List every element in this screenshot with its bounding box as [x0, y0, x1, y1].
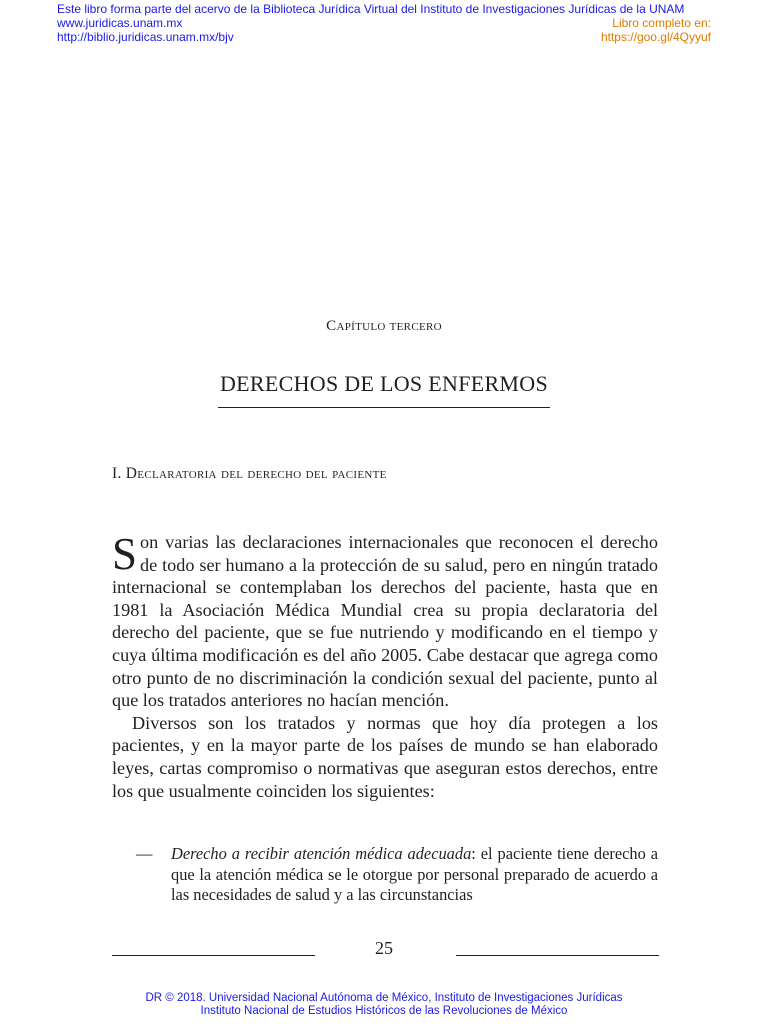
footer-institute: Instituto Nacional de Estudios Históricos de las Revoluciones de México — [200, 1005, 568, 1017]
body-text — [112, 531, 658, 802]
footer-copyright: DR © 2018. Universidad Nacional Autónoma de México, Instituto de Investigaciones Jurídicas — [145, 992, 623, 1004]
paragraph-1 — [112, 531, 658, 712]
section-heading: I. Declaratoria del derecho del paciente — [112, 465, 387, 482]
list-item-text — [171, 844, 658, 906]
title-rule — [218, 407, 550, 408]
page-number: 25 — [375, 938, 393, 958]
header-notice: Este libro forma parte del acervo de la Biblioteca Jurídica Virtual del Instituto de Investigaciones Jurídicas de la UNAM — [57, 2, 685, 16]
complete-book-link[interactable]: https://goo.gl/4Qyyuf — [600, 30, 711, 44]
paragraph-2: Diversos son los tratados y normas que hoy día protegen a los pacientes, y en la mayor parte de los países de mundo se han elaborado leyes, cartas compromiso o normativas que aseguran estos derechos, entre los que usualmente coinciden los siguientes: — [112, 712, 658, 801]
site-url-link[interactable]: www.juridicas.unam.mx — [57, 16, 183, 30]
chapter-label: Capítulo tercero — [326, 318, 442, 334]
list-dash: — — [136, 844, 153, 863]
chapter-title: DERECHOS DE LOS ENFERMOS — [219, 371, 549, 396]
footer-rule-right — [456, 955, 659, 956]
list-item-term: Derecho a recibir atención médica adecuada — [171, 844, 472, 863]
complete-book-label: Libro completo en: — [612, 16, 711, 30]
bjv-url-link[interactable]: http://biblio.juridicas.unam.mx/bjv — [57, 30, 234, 44]
list-item — [136, 844, 658, 906]
paragraph-1-text: on varias las declaraciones internacionales que reconocen el derecho de todo ser humano a la protección de su salud, pero en ningún tratado internacional se contemplaban los derechos del paciente, hasta que en 1981 la Asociación Médica Mundial crea su propia declaratoria del derecho del paciente, que se fue nutriendo y modificando en el tiempo y cuya última modificación es del año 2005. Cabe destacar que agrega como otro punto de no discriminación la condición sexual del paciente, punto al que los tratados anteriores no hacían mención. — [112, 532, 658, 711]
list-item-description: : el paciente tiene derecho a que la atención médica se le otorgue por personal preparado de acuerdo a las necesidades de salud y a las circunstancias — [171, 844, 658, 905]
drop-cap: S — [112, 529, 138, 579]
